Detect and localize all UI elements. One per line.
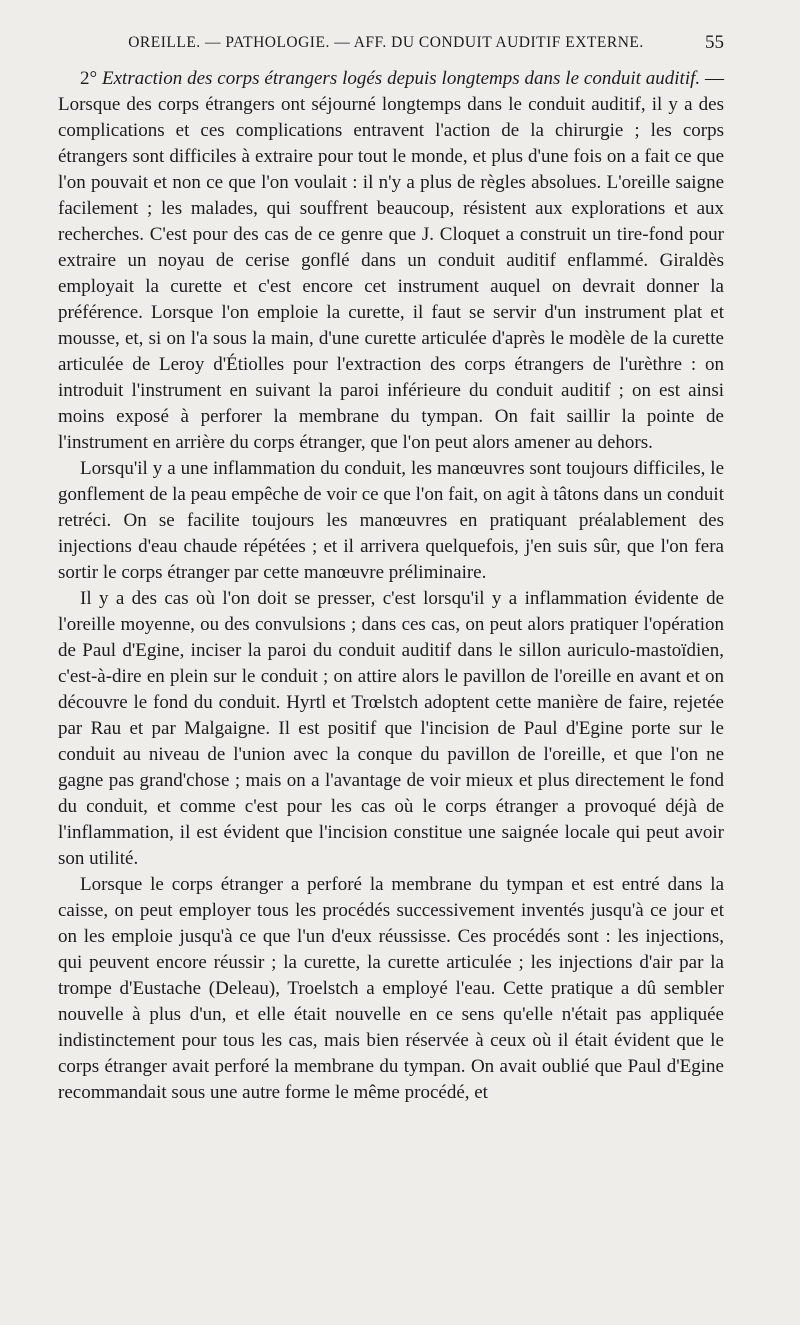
running-header bbox=[118, 34, 724, 60]
page-number: 55 bbox=[705, 32, 724, 53]
body-paragraph: Lorsque le corps étranger a perforé la membrane du tympan et est entré dans la caisse, on peut employer tous les procédés successivement inventés jusqu'à ce jour et on les emploie jusqu'à ce que l'un d'eux réussisse. Ces procédés sont : les injections, qui peuvent encore réussir ; la curette, la curette articulée ; les injections d'air par la trompe d'Eustache (Deleau), Troelstch a employé l'eau. Cette pratique a dû sembler nouvelle à plus d'un, et elle était nouvelle en ce sens qu'elle n'était pas appliquée indistinctement pour tous les cas, mais bien réservée à ceux où il était évident que le corps étranger avait perforé la membrane du tympan. On avait oublié que Paul d'Egine recommandait sous une autre forme le même procédé, et bbox=[58, 874, 724, 1103]
section-paragraph bbox=[58, 66, 724, 456]
section-number: 2° bbox=[80, 68, 98, 89]
page-body bbox=[58, 66, 724, 1106]
body-paragraph: Lorsqu'il y a une inflammation du conduit, les manœuvres sont toujours difficiles, le gonflement de la peau empêche de voir ce que l'on fait, on agit à tâtons dans un conduit retréci. On se facilite toujours les manœuvres en pratiquant préalablement des injections d'eau chaude répétées ; et il arrivera quelquefois, j'en suis sûr, que l'on fera sortir le corps étranger par cette manœuvre préliminaire. bbox=[58, 458, 724, 583]
section-title: Extraction des corps étrangers logés depuis longtemps dans le conduit auditif. bbox=[102, 68, 701, 89]
section-lead-text: — Lorsque des corps étrangers ont séjourné longtemps dans le conduit auditif, il y a des complications et ces complications entravent l'action de la chirurgie ; les corps étrangers sont difficiles à extraire pour tout le monde, et plus d'une fois on a fait ce que l'on pouvait et non ce que l'on voulait : il n'y a plus de règles absolues. L'oreille saigne facilement ; les malades, qui souffrent beaucoup, résistent aux explorations et aux recherches. C'est pour des cas de ce genre que J. Cloquet a construit un tire-fond pour extraire un noyau de cerise gonflé dans un conduit auditif enflammé. Giraldès employait la curette et c'est encore cet instrument auquel on devrait donner la préférence. Lorsque l'on emploie la curette, il faut se servir d'un instrument plat et mousse, et, si on l'a sous la main, d'une curette articulée d'après le modèle de la curette articulée de Leroy d'Étiolles pour l'extraction des corps étrangers de l'urèthre : on introduit l'instrument en suivant la paroi inférieure du conduit auditif ; on est ainsi moins exposé à perforer la membrane du tympan. On fait saillir la pointe de l'instrument en arrière du corps étranger, que l'on peut alors amener au dehors. bbox=[58, 68, 725, 453]
running-title: OREILLE. — PATHOLOGIE. — AFF. DU CONDUIT AUDITIF EXTERNE. bbox=[128, 34, 644, 51]
body-paragraph: Il y a des cas où l'on doit se presser, c'est lorsqu'il y a inflammation évidente de l'oreille moyenne, ou des convulsions ; dans ces cas, on peut alors pratiquer l'opération de Paul d'Egine, inciser la paroi du conduit auditif dans le sillon auriculo-mastoïdien, c'est-à-dire en plein sur le conduit ; on attire alors le pavillon de l'oreille en avant et on découvre le fond du conduit. Hyrtl et Trœlstch adoptent cette manière de faire, rejetée par Rau et par Malgaigne. Il est positif que l'incision de Paul d'Egine porte sur le conduit au niveau de l'union avec la conque du pavillon de l'oreille, et que l'on ne gagne pas grand'chose ; mais on a l'avantage de voir mieux et plus directement le fond du conduit, et comme c'est pour les cas où le corps étranger a provoqué déjà de l'inflammation, il est évident que l'incision constitue une saignée locale qui peut avoir son utilité. bbox=[58, 588, 724, 869]
